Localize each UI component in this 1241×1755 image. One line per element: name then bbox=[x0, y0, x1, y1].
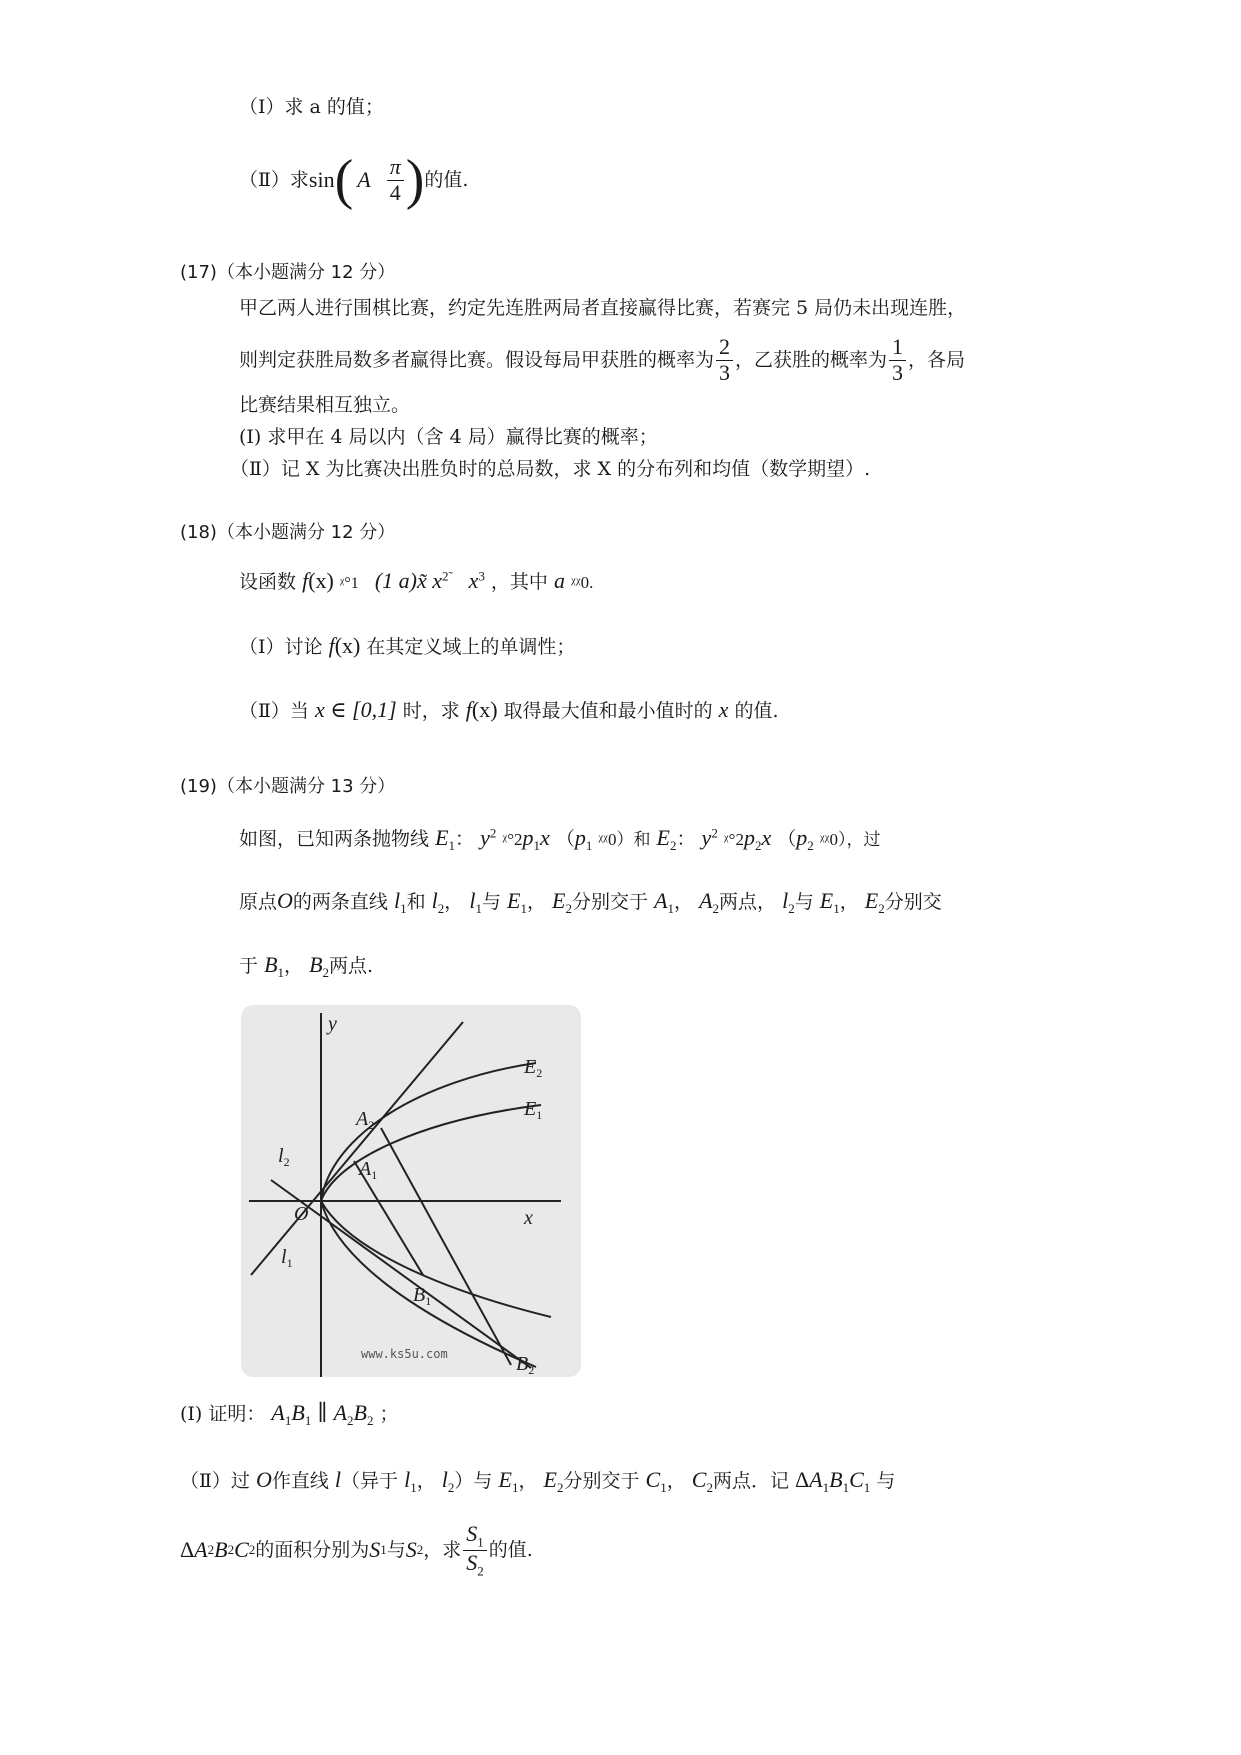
l2-label: $l_2$ bbox=[278, 1145, 290, 1169]
q19-part2: （Ⅱ）过 O作直线 l（异于 $l_1$， $l_2$）与 $E_1$， $E_2$分别交于 $C_1$， $C_2$两点．记 $\Delta A_1B_1C_1$ 与 bbox=[180, 1467, 896, 1495]
q19-line2: 原点O的两条直线 $l_1$和 $l_2$， $l_1$与 $E_1$， $E_2$分别交于 $A_1$， $A_2$两点， $l_2$与 $E_1$， $E_2$分别交 bbox=[239, 888, 942, 916]
q19-part1: (Ⅰ) 证明： $A_1B_1$ ∥ $A_2B_2$ ； bbox=[180, 1400, 399, 1428]
parabola-e2-lower bbox=[321, 1201, 536, 1367]
q19-part3: Δ A 2 B 2 C 2 的面积分别为 S 1 与 S 2 ，求 $\frac{S_1}{S_2}$ 的值. bbox=[180, 1520, 533, 1578]
l1-label: $l_1$ bbox=[281, 1246, 293, 1270]
x-axis-label: x bbox=[524, 1207, 533, 1229]
q16-part1: （Ⅰ）求 a 的值； bbox=[239, 96, 384, 118]
parabola-diagram bbox=[241, 1005, 581, 1377]
fraction-one-third: $\frac{1}{3}$ bbox=[889, 335, 906, 384]
parabola-figure bbox=[241, 1005, 581, 1377]
q18-part1: （Ⅰ）讨论 f(x) 在其定义域上的单调性； bbox=[239, 633, 576, 658]
b1-label: $B_1$ bbox=[413, 1284, 432, 1308]
q17-header: (17)（本小题满分 12 分） bbox=[180, 262, 396, 283]
q19-header: (19)（本小题满分 13 分） bbox=[180, 776, 396, 797]
segment-a2-b2 bbox=[381, 1128, 511, 1365]
q19-line1: 如图，已知两条抛物线 $E_1$： $y^2$ $ᵡ^\circ 2p_1x$ （$p_1$ ᵡᵡ0）和 $E_2$： $y^2$ $ᵡ^\circ 2p_2x$ （$p_2$ ᵡᵡ0），过 bbox=[239, 825, 881, 853]
q16-part2: （Ⅱ）求 sin ( A $\frac{\pi}{4}$ ) 的值. bbox=[239, 149, 469, 211]
b2-label: $B_2$ bbox=[516, 1353, 535, 1377]
watermark: www.ks5u.com bbox=[361, 1347, 448, 1361]
q17-line1: 甲乙两人进行围棋比赛，约定先连胜两局者直接赢得比赛，若赛完 5 局仍未出现连胜， bbox=[239, 297, 967, 319]
q17-part1: (Ⅰ) 求甲在 4 局以内（含 4 局）赢得比赛的概率； bbox=[239, 426, 658, 448]
parabola-e2 bbox=[321, 1063, 536, 1201]
a2-label: $A_2$ bbox=[356, 1108, 375, 1132]
e1-label: $E_1$ bbox=[524, 1098, 543, 1122]
pi-over-4: $\frac{\pi}{4}$ bbox=[387, 155, 404, 204]
a1-label: $A_1$ bbox=[359, 1158, 378, 1182]
origin-label: O bbox=[294, 1203, 309, 1225]
q18-part2: （Ⅱ）当 x ∈ [0,1] 时，求 f(x) 取得最大值和最小值时的 x 的值. bbox=[239, 697, 779, 722]
line-l2 bbox=[271, 1180, 531, 1368]
q18-function-def: 设函数 f(x) ᵡ°1 (1 a)x̃ $x^{2̃}$ $x^3$ ，其中 a ᵡᵡ0. bbox=[239, 568, 594, 593]
y-axis-label: y bbox=[328, 1013, 337, 1035]
fraction-two-thirds: $\frac{2}{3}$ bbox=[716, 335, 733, 384]
q17-part2: （Ⅱ）记 X 为比赛决出胜负时的总局数，求 X 的分布列和均值（数学期望）. bbox=[230, 458, 871, 480]
fraction-s1-over-s2: $\frac{S_1}{S_2}$ bbox=[463, 1522, 487, 1578]
q17-line2: 则判定获胜局数多者赢得比赛。假设每局甲获胜的概率为 $\frac{2}{3}$ ，乙获胜的概率为 $\frac{1}{3}$ ，各局 bbox=[239, 334, 966, 385]
q18-header: (18)（本小题满分 12 分） bbox=[180, 522, 396, 543]
q19-line3: 于 $B_1$， $B_2$两点. bbox=[239, 952, 374, 980]
q17-line3: 比赛结果相互独立。 bbox=[239, 394, 411, 416]
e2-label: $E_2$ bbox=[524, 1056, 543, 1080]
